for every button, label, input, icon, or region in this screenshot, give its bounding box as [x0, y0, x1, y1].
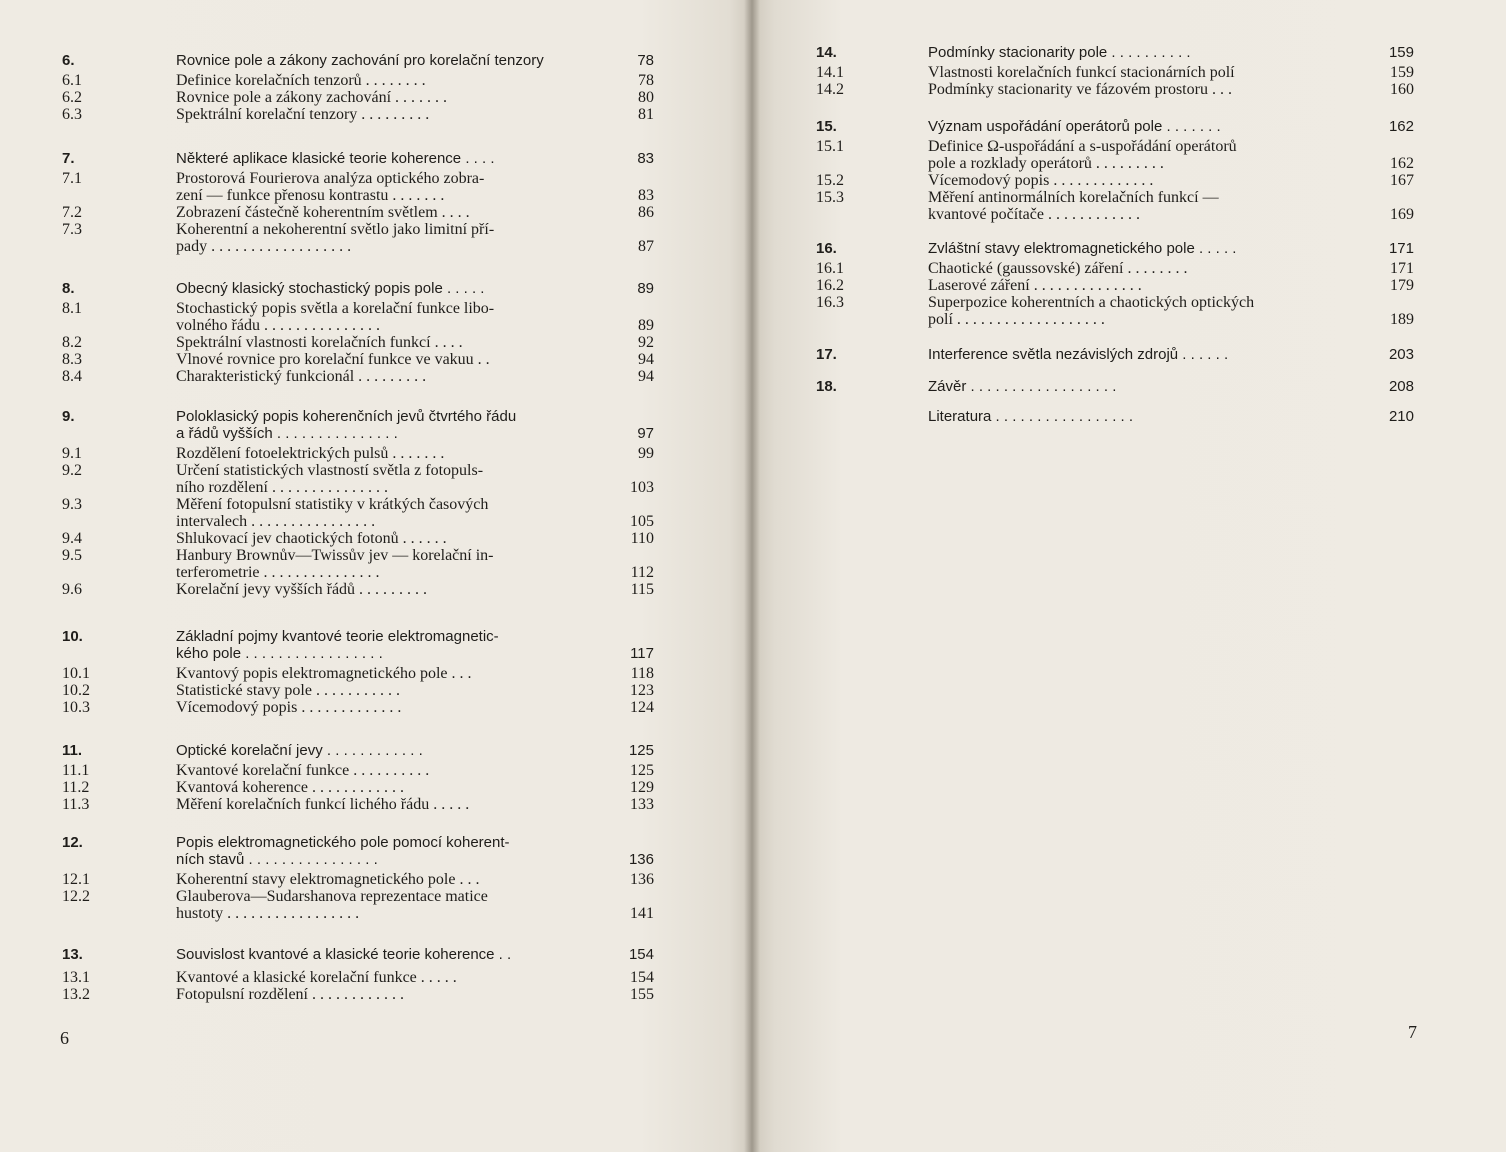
right-page: 14. Podmínky stacionarity pole . . . . . . . . . . 159 14.1 Vlastnosti korelačních funkcí stacionárních polí 159 14.2 Podmínky stacionarity ve fázovém prostoru . . . 160 15. Význam uspořádání operátorů pole . . . . . . . 162 15.1 Definice Ω-uspořádání a s-uspořádání operátorů pole a rozklady operátorů . . . . . . . . . 162 15.2 Vícemodový popis . . . . . . . . . . . . . 167 15.3 Měření antinormálních korelačních funkcí — kvantové počítače . . . . . . . . . . . . 169 16. Zvláštní stavy elektromagnetického pole . . . . . 171 16.1 Chaotické (gaussovské) záření . . . . . . . . 171 16.2 Laserové záření . . . . . . . . . . . . . . 179 16.3 Superpozice koherentních a chaotických optických polí . . . . . . . . . . . . . . . . . . . 189 17. Interference světla nezávislých zdrojů . . . . . . 203 18. Závěr . . . . . . . . . . . . . . . . . . 208 Literatura . . . . . . . . . . . . . . . . . 210 7	[752, 0, 1506, 1152]
book-gutter	[744, 0, 760, 1152]
left-page: 6. Rovnice pole a zákony zachování pro korelační tenzory 78 6.1 Definice korelačních tenzorů . . . . . . . . 78 6.2 Rovnice pole a zákony zachování . . . . . . . 80 6.3 Spektrální korelační tenzory . . . . . . . . . 81 7. Některé aplikace klasické teorie koherence . . . . 83 7.1 Prostorová Fourierova analýza optického zobra- zení — funkce přenosu kontrastu . . . . . . . 83 7.2 Zobrazení částečně koherentním světlem . . . . 86 7.3 Koherentní a nekoherentní světlo jako limitní pří- pady . . . . . . . . . . . . . . . . . . 87 8. Obecný klasický stochastický popis pole . . . . . 89 8.1 Stochastický popis světla a korelační funkce libo- volného řádu . . . . . . . . . . . . . . . 89 8.2 Spektrální vlastnosti korelačních funkcí . . . . 92 8.3 Vlnové rovnice pro korelační funkce ve vakuu . . 94 8.4 Charakteristický funkcionál . . . . . . . . . 94 9. Poloklasický popis koherenčních jevů čtvrtého řádu a řádů vyšších . . . . . . . . . . . . . . . 97 9.1 Rozdělení fotoelektrických pulsů . . . . . . . 99 9.2 Určení statistických vlastností světla z fotopuls- ního rozdělení . . . . . . . . . . . . . . . 103 9.3 Měření fotopulsní statistiky v krátkých časových intervalech . . . . . . . . . . . . . . . . 105 9.4 Shlukovací jev chaotických fotonů . . . . . . 110 9.5 Hanbury Brownův—Twissův jev — korelační in- terferometrie . . . . . . . . . . . . . . . 112 9.6 Korelační jevy vyšších řádů . . . . . . . . . 115 10. Základní pojmy kvantové teorie elektromagnetic- kého pole . . . . . . . . . . . . . . . . . 117 10.1 Kvantový popis elektromagnetického pole . . . 118 10.2 Statistické stavy pole . . . . . . . . . . . 123 10.3 Vícemodový popis . . . . . . . . . . . . . 124 11. Optické korelační jevy . . . . . . . . . . . . 125 11.1 Kvantové korelační funkce . . . . . . . . . . 125 11.2 Kvantová koherence . . . . . . . . . . . . 129 11.3 Měření korelačních funkcí lichého řádu . . . . . 133 12. Popis elektromagnetického pole pomocí koherent- ních stavů . . . . . . . . . . . . . . . . 136 12.1 Koherentní stavy elektromagnetického pole . . . 136 12.2 Glauberova—Sudarshanova reprezentace matice hustoty . . . . . . . . . . . . . . . . . 141 13. Souvislost kvantové a klasické teorie koherence . . 154 13.1 Kvantové a klasické korelační funkce . . . . . 154 13.2 Fotopulsní rozdělení . . . . . . . . . . . . 155 6	[0, 0, 752, 1152]
page-number: 6	[60, 1028, 69, 1048]
page-number: 7	[1408, 1022, 1417, 1042]
